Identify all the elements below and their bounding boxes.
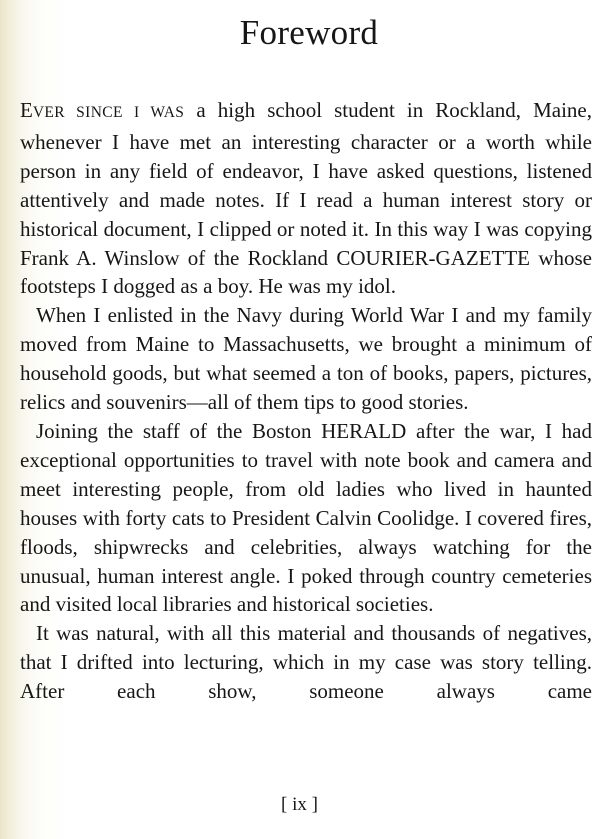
page-number: [ ix ] [281, 794, 318, 815]
foreword-body [20, 96, 592, 706]
drop-initial: E [20, 98, 33, 122]
small-caps-lead: VER SINCE I WAS [32, 104, 185, 121]
paragraph-1-text: a high school student in Rockland, Maine, whenever I have met an interesting character or a worth while person in any field of endeavor, I have asked questions, listened attentively and made notes. If I read a human interest story or historical document, I clipped or noted it. In this way I was copying Frank A. Winslow of the Rockland COURIER-GAZETTE whose footsteps I dogged as a boy. He was my idol. [20, 98, 592, 299]
paragraph-4: It was natural, with all this material and thousands of negatives, that I drifted into lecturing, which in my case was story telling. After each show, someone always came [20, 621, 592, 704]
paragraph-2: When I enlisted in the Navy during World War I and my family moved from Maine to Massachusetts, we brought a minimum of household goods, but what seemed a ton of books, papers, pictures, relics and souvenirs—all of them tips to good stories. [20, 303, 592, 415]
paragraph-3: Joining the staff of the Boston HERALD after the war, I had exceptional opportunities to travel with note book and camera and meet interesting people, from old ladies who lived in haunted houses with forty cats to President Calvin Coolidge. I covered fires, floods, shipwrecks and celebrities, always watching for the unusual, human interest angle. I poked through country cemeteries and visited local libraries and historical societies. [20, 418, 592, 617]
paragraph-1 [20, 96, 592, 301]
page-title: Foreword [239, 13, 379, 52]
